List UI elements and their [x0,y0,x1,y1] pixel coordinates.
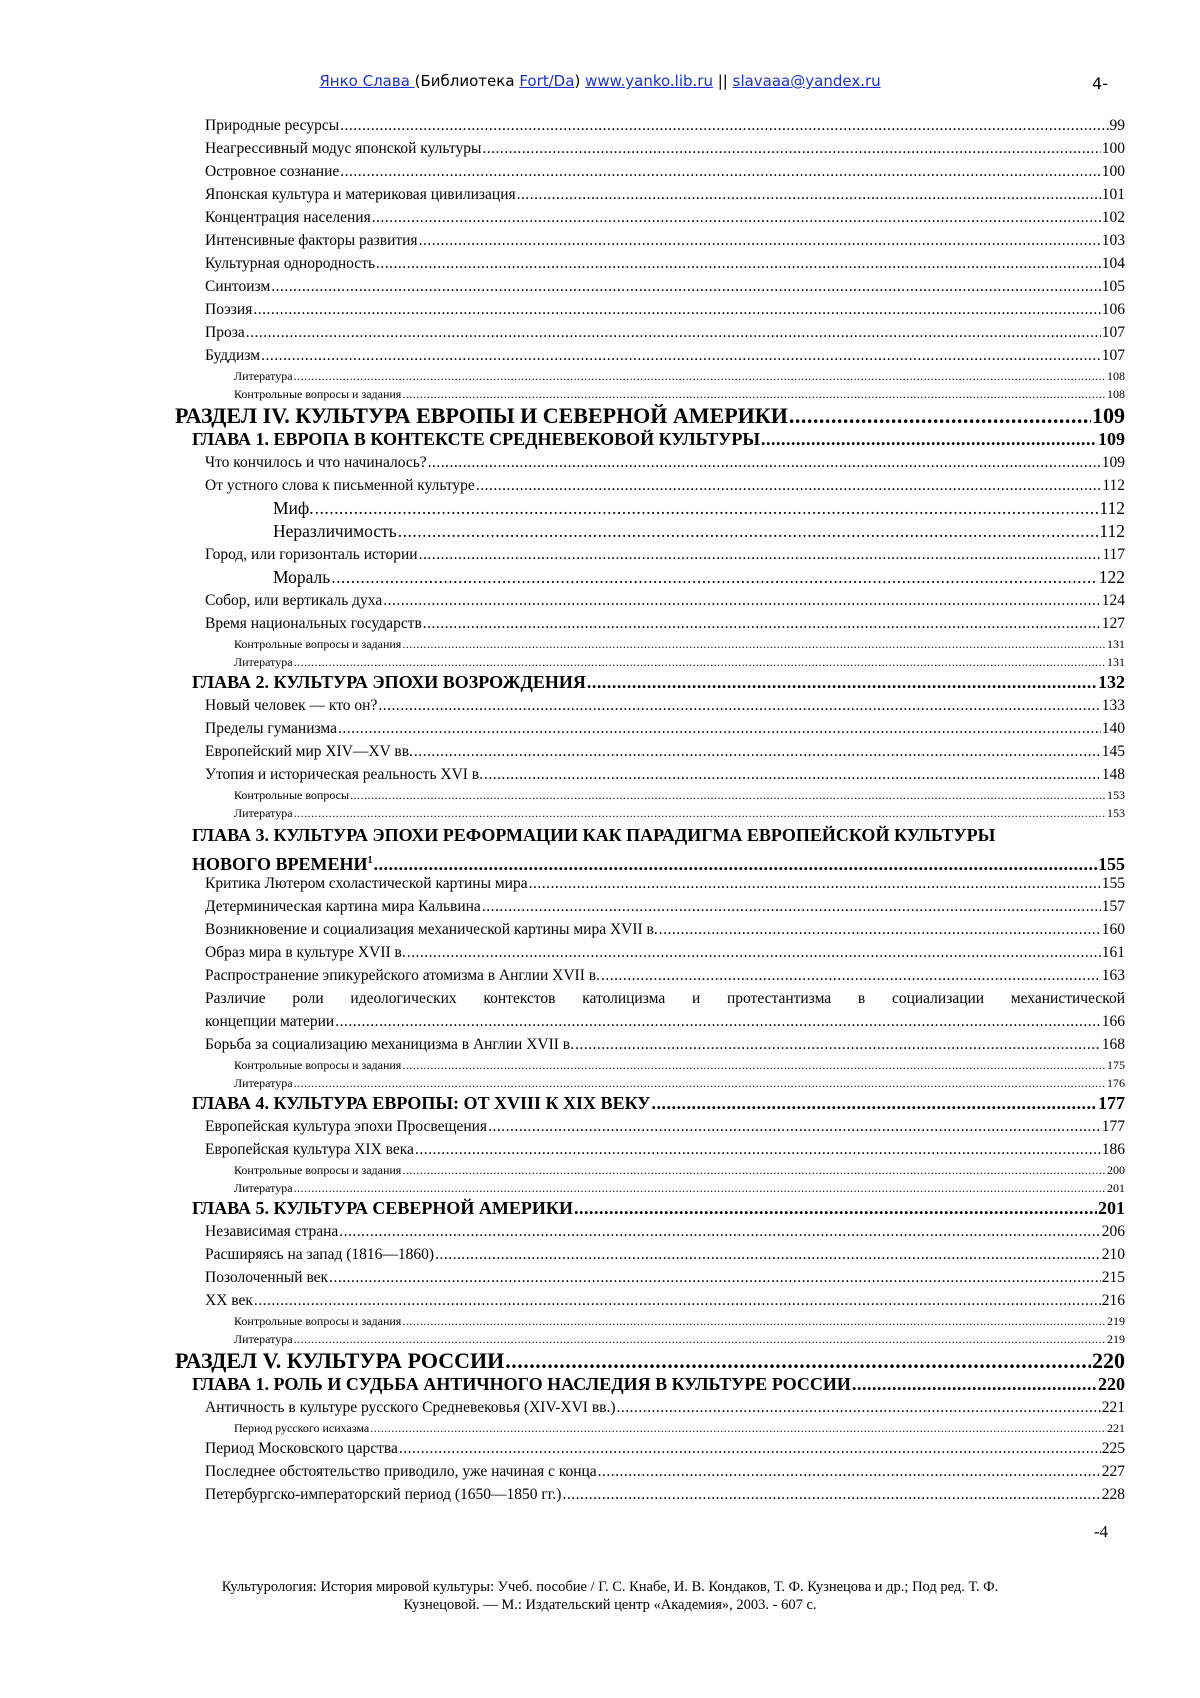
dot-leader [370,1419,1106,1437]
dot-leader [428,451,1101,474]
toc-section-entry[interactable] [175,543,1125,566]
toc-entry-title: Критика Лютером схоластической картины мира [205,875,528,892]
toc-page-number: 133 [1101,697,1125,714]
dot-leader [383,589,1101,612]
dot-leader [402,1056,1106,1074]
toc-entry-title: Контрольные вопросы и задания [234,1058,402,1072]
toc-chapter-entry[interactable] [175,1373,1125,1396]
dot-leader [271,275,1100,298]
toc-entry-title: РАЗДЕЛ V. КУЛЬТУРА РОССИИ [175,1348,505,1373]
toc-entry-title: Европейская культура XIX века [205,1141,414,1158]
toc-entry-title: Новый человек — кто он? [205,697,378,714]
toc-page-number: 153 [1107,806,1125,820]
toc-page-number: 175 [1107,1058,1125,1072]
toc-minor-entry[interactable] [175,635,1125,653]
toc-entry-title: Распространение эпикурейского атомизма в Англии XVII в. [205,967,600,984]
header-page-number: 4- [1092,74,1108,93]
toc-minor-entry[interactable] [175,1179,1125,1197]
toc-entry-title: Литература [234,806,293,820]
toc-page-number: 166 [1101,1013,1125,1030]
dot-leader [294,1179,1106,1197]
toc-page-number: 176 [1107,1076,1125,1090]
toc-page-number: 140 [1101,720,1125,737]
dot-leader [340,160,1101,183]
toc-page-number: 168 [1101,1036,1125,1053]
page-header [0,72,1200,90]
toc-section-entry[interactable] [175,298,1125,321]
toc-page-number: 177 [1098,1093,1125,1113]
toc-section-entry[interactable] [175,344,1125,367]
dot-leader [338,717,1101,740]
toc-page-number: 177 [1101,1118,1125,1135]
toc-entry-title: Европейская культура эпохи Просвещения [205,1118,488,1135]
toc-page-number: 102 [1101,209,1125,226]
library-prefix: (Библиотека [414,72,520,90]
toc-minor-entry[interactable] [175,1161,1125,1179]
dot-leader [398,520,1099,543]
dot-leader [482,137,1100,160]
toc-chapter-entry[interactable] [175,671,1125,694]
toc-section-entry[interactable] [175,183,1125,206]
toc-page-number: 145 [1101,743,1125,760]
toc-entry-title: Синтоизм [205,278,271,295]
dot-leader [329,1266,1101,1289]
header-separator: || [712,72,733,90]
toc-page-number: 107 [1101,324,1125,341]
toc-page-number: 228 [1101,1486,1125,1503]
dot-leader [402,1161,1106,1179]
dot-leader [402,1312,1106,1330]
toc-entry-title: Независимая страна [205,1223,339,1240]
toc-entry-title: Расширяясь на запад (1816—1860) [205,1246,435,1263]
toc-minor-entry[interactable] [175,804,1125,822]
dot-leader [376,252,1101,275]
dot-leader [574,1197,1097,1220]
dot-leader [378,694,1100,717]
dot-leader [254,1289,1101,1312]
toc-page-number: 108 [1107,369,1125,383]
toc-page-number: 155 [1101,875,1125,892]
dot-leader [402,635,1106,653]
dot-leader [476,474,1102,497]
toc-chapter-entry[interactable] [175,822,1125,872]
dot-leader [246,321,1101,344]
dot-leader [789,403,1091,428]
toc-section-title-line-2 [205,1010,1125,1033]
toc-entry-title: Город, или горизонталь истории [205,546,418,563]
toc-section-entry[interactable] [175,451,1125,474]
toc-page-number: 112 [1102,477,1125,494]
footnote-marker: 1 [367,855,373,866]
toc-entry-title: Борьба за социализацию механицизма в Англии XVII в. [205,1036,574,1053]
toc-entry-title: Утопия и историческая реальность XVI в. [205,766,484,783]
toc-entry-title: Контрольные вопросы и задания [234,1314,402,1328]
toc-section-entry[interactable] [175,694,1125,717]
toc-entry-title: Контрольные вопросы [234,788,350,802]
toc-page-number: 99 [1109,117,1125,134]
dot-leader [419,229,1101,252]
toc-entry-title: ГЛАВА 2. КУЛЬТУРА ЭПОХИ ВОЗРОЖДЕНИЯ [192,672,586,692]
toc-page-number: 132 [1098,672,1125,692]
toc-page-number: 153 [1107,788,1125,802]
toc-section-entry[interactable] [175,740,1125,763]
dot-leader [294,653,1106,671]
toc-entry-title: Интенсивные факторы развития [205,232,418,249]
dot-leader [261,344,1101,367]
dot-leader [340,114,1108,137]
dot-leader [484,763,1101,786]
toc-section-entry[interactable] [175,872,1125,895]
toc-page-number: 103 [1101,232,1125,249]
toc-entry-title: Возникновение и социализация механической картины мира XVII в. [205,921,658,938]
toc-entry-title: Островное сознание [205,163,340,180]
toc-entry-title: Японская культура и материковая цивилизация [205,186,516,203]
toc-page-number: 100 [1101,163,1125,180]
toc-page-number: 157 [1101,898,1125,915]
toc-chapter-entry[interactable] [175,1197,1125,1220]
toc-page-number: 220 [1098,1374,1125,1394]
dot-leader [294,1074,1106,1092]
toc-section-entry[interactable] [175,1483,1125,1506]
toc-page-number: 225 [1101,1440,1125,1457]
dot-leader [294,804,1106,822]
toc-section-entry[interactable] [175,987,1125,1033]
toc-chapter-entry[interactable] [175,1092,1125,1115]
toc-entry-title: Литература [234,655,293,669]
page-footer [180,1578,1040,1614]
toc-entry-title: Литература [234,1076,293,1090]
toc-page-number: 100 [1101,140,1125,157]
toc-entry-title: концепции материи [205,1013,335,1030]
toc-minor-entry[interactable] [175,367,1125,385]
toc-entry-title: Последнее обстоятельство приводило, уже начиная с конца [205,1463,597,1480]
toc-chapter-title-line-2 [192,849,1125,872]
toc-entry-title: Культурная однородность [205,255,376,272]
toc-section-entry[interactable] [175,1033,1125,1056]
toc-minor-entry[interactable] [175,1330,1125,1348]
toc-entry-title: Мораль [273,567,331,587]
toc-entry-title-text: НОВОГО ВРЕМЕНИ [192,854,368,874]
dot-leader [482,895,1101,918]
dot-leader [415,1138,1101,1161]
toc-minor-entry[interactable] [175,1056,1125,1074]
toc-entry-title: XX век [205,1292,253,1309]
toc-minor-entry[interactable] [175,1419,1125,1437]
dot-leader [402,385,1106,403]
toc-page-number: 112 [1099,521,1125,541]
toc-minor-entry[interactable] [175,1312,1125,1330]
toc-section-entry[interactable] [175,1220,1125,1243]
toc-page-number: 105 [1101,278,1125,295]
dot-leader [253,298,1100,321]
toc-entry-title: Античность в культуре русского Средневековья (XIV-XVI вв.) [205,1399,616,1416]
toc-page-number: 117 [1102,546,1125,563]
toc-entry-title: Собор, или вертикаль духа [205,592,383,609]
dot-leader [761,428,1097,451]
dot-leader [372,206,1101,229]
toc-section-entry[interactable] [175,1460,1125,1483]
dot-leader [651,1092,1097,1115]
toc-page-number: 201 [1107,1181,1125,1195]
toc-section-entry[interactable] [175,275,1125,298]
toc-minor-entry[interactable] [175,786,1125,804]
site-link[interactable]: www.yanko.lib.ru [585,72,713,90]
toc-entry-title: От устного слова к письменной культуре [205,477,475,494]
toc-chapter-title-line-1: ГЛАВА 3. КУЛЬТУРА ЭПОХИ РЕФОРМАЦИИ КАК ПАРАДИГМА ЕВРОПЕЙСКОЙ КУЛЬТУРЫ [192,825,996,845]
toc-entry-title: Пределы гуманизма [205,720,337,737]
toc-page-number: 221 [1107,1421,1125,1435]
toc-page-number: 219 [1107,1314,1125,1328]
toc-page-number: 108 [1107,387,1125,401]
toc-page-number: 131 [1107,637,1125,651]
toc-section-entry[interactable] [175,895,1125,918]
toc-page-number: 106 [1101,301,1125,318]
toc-page-number: 186 [1101,1141,1125,1158]
toc-section-entry[interactable] [175,137,1125,160]
toc-section-entry[interactable] [175,321,1125,344]
dot-leader [517,183,1101,206]
footer-citation-line-1: Культурология: История мировой культуры: Учеб. пособие / Г. С. Кнабе, И. В. Кондаков, Т. Ф. Кузнецова и др.; Под ред. Т. Ф. [221,1579,999,1595]
toc-subsection-entry[interactable] [175,520,1125,543]
toc-entry-title: Природные ресурсы [205,117,340,134]
toc-section-entry[interactable] [175,474,1125,497]
fortda-link[interactable]: Fort/Da [519,72,575,90]
toc-entry-title: Время национальных государств [205,615,422,632]
toc-entry-title: РАЗДЕЛ IV. КУЛЬТУРА ЕВРОПЫ И СЕВЕРНОЙ АМЕРИКИ [175,403,788,428]
toc-page-number: 160 [1101,921,1125,938]
toc-section-entry[interactable] [175,160,1125,183]
dot-leader [339,1220,1100,1243]
toc-section-entry[interactable] [175,941,1125,964]
library-suffix: ) [574,72,586,90]
toc-page-number: 227 [1101,1463,1125,1480]
dot-leader [488,1115,1101,1138]
footer-citation-line-2: Кузнецовой. — М.: Издательский центр «Академия», 2003. - 607 с. [403,1597,817,1613]
toc-entry-title: Миф. [273,498,314,518]
dot-leader [435,1243,1101,1266]
toc-entry-title: Петербургско-императорский период (1650—1850 гг.) [205,1486,562,1503]
author-link[interactable]: Янко Слава [319,72,415,90]
toc-minor-entry[interactable] [175,653,1125,671]
toc-section-entry[interactable] [175,1396,1125,1419]
toc-section-entry[interactable] [175,612,1125,635]
toc-page-number: 201 [1098,1198,1125,1218]
toc-page-number: 148 [1101,766,1125,783]
toc-page-number: 127 [1101,615,1125,632]
toc-page-number: 210 [1101,1246,1125,1263]
toc-page-number: 215 [1101,1269,1125,1286]
dot-leader [598,1460,1101,1483]
dot-leader [659,918,1101,941]
dot-leader [529,872,1101,895]
toc-page-number: 220 [1092,1348,1125,1373]
toc-subsection-entry[interactable] [175,497,1125,520]
toc-page-number: 200 [1107,1163,1125,1177]
toc-entry-title: Концентрация населения [205,209,371,226]
toc-section-entry[interactable] [175,918,1125,941]
toc-entry-title: Поэзия [205,301,253,318]
toc-section-entry[interactable] [175,717,1125,740]
toc-entry-title: Литература [234,1332,293,1346]
toc-page-number: 219 [1107,1332,1125,1346]
toc-entry-title: Европейский мир XIV—XV вв. [205,743,413,760]
toc-entry-title: Литература [234,1181,293,1195]
dot-leader [419,543,1102,566]
toc-page-number: 155 [1098,854,1125,874]
dot-leader [587,671,1097,694]
toc-page-number: 122 [1098,567,1125,587]
dot-leader [350,786,1106,804]
dot-leader [575,1033,1101,1056]
dot-leader [331,566,1097,589]
toc-entry-title: Позолоченный век [205,1269,329,1286]
toc-section-entry[interactable] [175,114,1125,137]
toc-entry-title: Контрольные вопросы и задания [234,637,402,651]
toc-entry-title: Проза [205,324,245,341]
toc-page-number: 206 [1101,1223,1125,1240]
toc-entry-title: Буддизм [205,347,261,364]
toc-entry-title: Период Московского царства [205,1440,398,1457]
toc-page-number: 163 [1101,967,1125,984]
toc-section-entry[interactable] [175,1138,1125,1161]
page-mark: -4 [1093,1522,1108,1541]
toc-entry-title: Неагрессивный модус японской культуры [205,140,482,157]
dot-leader [294,367,1106,385]
toc-page-number: 107 [1101,347,1125,364]
toc-entry-title: ГЛАВА 4. КУЛЬТУРА ЕВРОПЫ: ОТ XVIII К XIX ВЕКУ [192,1093,651,1113]
toc-entry-title: ГЛАВА 5. КУЛЬТУРА СЕВЕРНОЙ АМЕРИКИ [192,1198,573,1218]
toc-minor-entry[interactable] [175,1074,1125,1092]
dot-leader [601,964,1101,987]
dot-leader [399,1437,1101,1460]
dot-leader [505,1348,1091,1373]
toc-section-entry[interactable] [175,763,1125,786]
dot-leader [407,941,1101,964]
toc-page-number: 109 [1101,454,1125,471]
toc-entry-title: Контрольные вопросы и задания [234,1163,402,1177]
toc-entry-title: Период русского исихазма [234,1421,370,1435]
toc-entry-title: ГЛАВА 1. РОЛЬ И СУДЬБА АНТИЧНОГО НАСЛЕДИЯ В КУЛЬТУРЕ РОССИИ [192,1374,851,1394]
toc-page-number: 216 [1101,1292,1125,1309]
toc-minor-entry[interactable] [175,385,1125,403]
toc-chapter-entry[interactable] [175,428,1125,451]
toc-section-entry[interactable] [175,1266,1125,1289]
toc-entry-title: Неразличимость [273,521,397,541]
toc-page-number: 131 [1107,655,1125,669]
toc-page-number: 101 [1101,186,1125,203]
dot-leader [335,1010,1101,1033]
toc-entry-title: Детерминическая картина мира Кальвина [205,898,481,915]
toc-section-entry[interactable] [175,1115,1125,1138]
dot-leader [294,1330,1106,1348]
toc-part-entry[interactable] [175,1348,1125,1373]
table-of-contents [175,114,1125,1506]
email-link[interactable]: slavaaa@yandex.ru [732,72,881,90]
dot-leader [315,497,1099,520]
dot-leader [852,1373,1097,1396]
toc-page-number: 112 [1099,498,1125,518]
toc-subsection-entry[interactable] [175,566,1125,589]
toc-page-number: 124 [1101,592,1125,609]
toc-page-number: 221 [1101,1399,1125,1416]
dot-leader [423,612,1101,635]
dot-leader [414,740,1101,763]
toc-section-entry[interactable] [175,206,1125,229]
dot-leader [617,1396,1101,1419]
toc-entry-title: Контрольные вопросы и задания [234,387,402,401]
toc-entry-title: Образ мира в культуре XVII в. [205,944,406,961]
toc-page-number: 109 [1092,403,1125,428]
toc-section-entry[interactable] [175,589,1125,612]
toc-entry-title: Что кончилось и что начиналось? [205,454,427,471]
toc-section-title-line-1: Различие роли идеологических контекстов католицизма и протестантизма в социализации механистической [205,990,1125,1007]
toc-entry-title: Литература [234,369,293,383]
toc-part-entry[interactable] [175,403,1125,428]
toc-entry-title: ГЛАВА 1. ЕВРОПА В КОНТЕКСТЕ СРЕДНЕВЕКОВОЙ КУЛЬТУРЫ [192,429,761,449]
toc-section-entry[interactable] [175,964,1125,987]
toc-section-entry[interactable] [175,1437,1125,1460]
toc-page-number: 104 [1101,255,1125,272]
toc-page-number: 161 [1101,944,1125,961]
toc-section-entry[interactable] [175,1243,1125,1266]
toc-section-entry[interactable] [175,229,1125,252]
toc-section-entry[interactable] [175,1289,1125,1312]
dot-leader [562,1483,1100,1506]
toc-section-entry[interactable] [175,252,1125,275]
toc-page-number: 109 [1098,429,1125,449]
